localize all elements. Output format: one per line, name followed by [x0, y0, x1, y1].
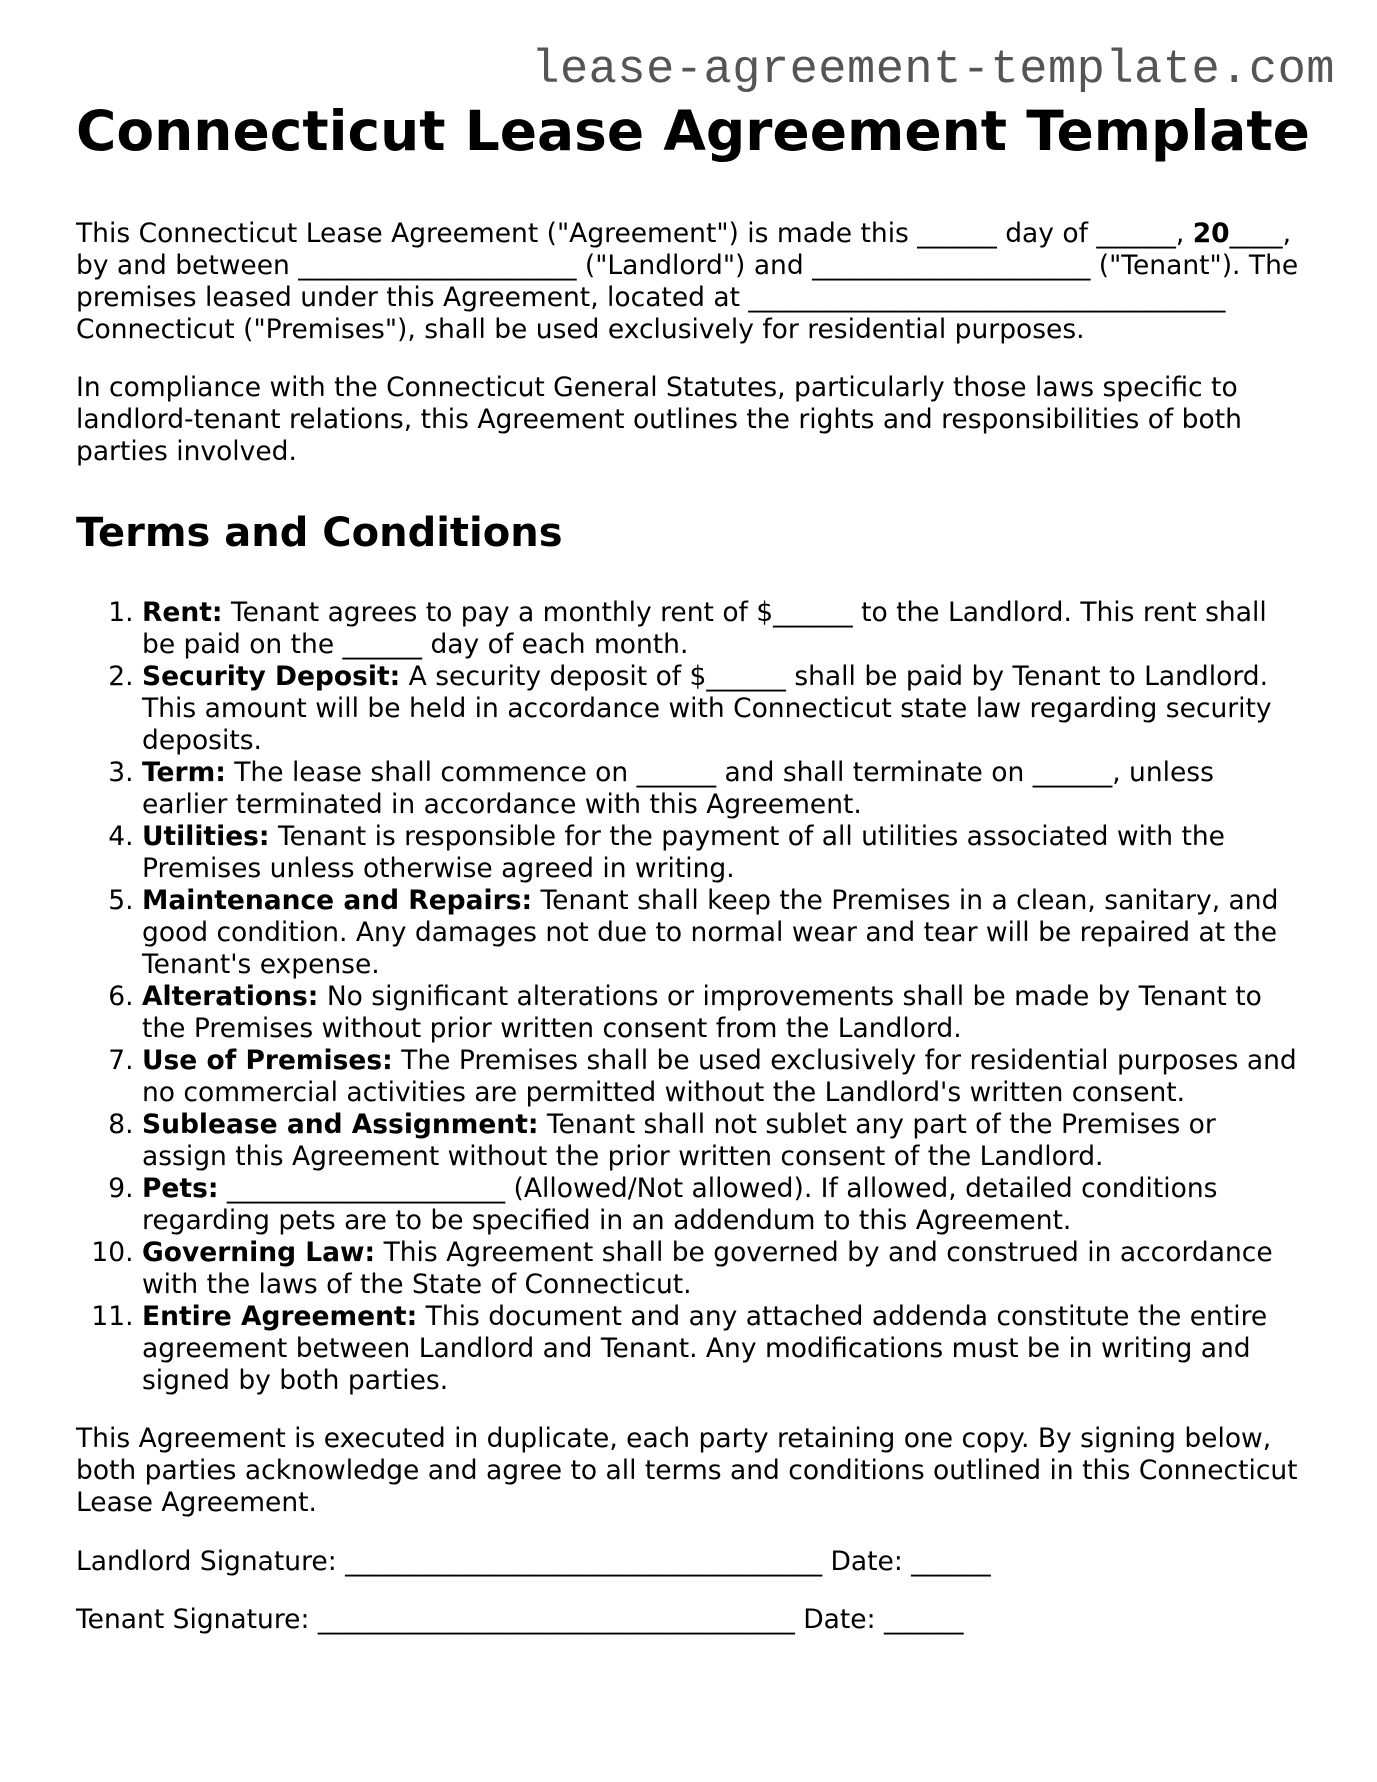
tenant-signature-line: Tenant Signature: ____________________________________ Date: ______: [76, 1604, 964, 1635]
term-label: Rent:: [142, 597, 223, 628]
landlord-signature-line: Landlord Signature: ____________________________________ Date: ______: [76, 1546, 991, 1577]
compliance-paragraph: In compliance with the Connecticut General Statutes, particularly those laws specific to landlord-tenant relations, this Agreement outlines the rights and responsibilities of both parties involved.: [76, 372, 1242, 467]
term-text: Tenant shall not sublet any part of the Premises or assign this Agreement without the prior written consent of the Landlord.: [142, 1109, 1216, 1172]
term-item-security-deposit: [142, 661, 1306, 757]
term-text: Tenant shall keep the Premises in a clean, sanitary, and good condition. Any damages not due to normal wear and tear will be repaired at the Tenant's expense.: [142, 885, 1279, 980]
term-item-governing-law: [142, 1237, 1306, 1301]
term-text: This document and any attached addenda constitute the entire agreement between Landlord and Tenant. Any modifications must be in writing and signed by both parties.: [142, 1301, 1268, 1396]
term-text: This Agreement shall be governed by and construed in accordance with the laws of the State of Connecticut.: [142, 1237, 1273, 1300]
term-item-rent: [142, 597, 1306, 661]
term-item-entire-agreement: [142, 1301, 1306, 1397]
term-text: The lease shall commence on ______ and shall terminate on ______, unless earlier terminated in accordance with this Agreement.: [142, 757, 1214, 820]
intro-paragraph: [76, 218, 1306, 346]
closing-paragraph: This Agreement is executed in duplicate, each party retaining one copy. By signing below, both parties acknowledge and agree to all terms and conditions outlined in this Connecticut Lease Agreement.: [76, 1423, 1298, 1518]
term-item-alterations: [142, 981, 1306, 1045]
watermark: lease-agreement-template.com: [531, 44, 1335, 97]
term-label: Utilities:: [142, 821, 270, 852]
term-item-utilities: [142, 821, 1306, 885]
term-label: Entire Agreement:: [142, 1301, 418, 1332]
term-text: Tenant agrees to pay a monthly rent of $______ to the Landlord. This rent shall be paid on the ______ day of each month.: [142, 597, 1267, 660]
term-item-maintenance: [142, 885, 1306, 981]
term-label: Pets:: [142, 1173, 219, 1204]
term-label: Maintenance and Repairs:: [142, 885, 533, 916]
term-label: Sublease and Assignment:: [142, 1109, 539, 1140]
intro-suffix: ____, by and between _____________________ ("Landlord") and _____________________ ("Tenant"). The premises leased under this Agreement, located at ____________________________________ Connecticut ("Premises"), shall be used exclusively for residential purposes.: [76, 218, 1299, 345]
terms-heading: Terms and Conditions: [76, 510, 563, 556]
term-item-pets: [142, 1173, 1306, 1237]
term-item-term: [142, 757, 1306, 821]
term-text: No significant alterations or improvements shall be made by Tenant to the Premises without prior written consent from the Landlord.: [142, 981, 1262, 1044]
term-label: Governing Law:: [142, 1237, 376, 1268]
document-title: Connecticut Lease Agreement Template: [76, 99, 1310, 163]
term-label: Alterations:: [142, 981, 319, 1012]
term-text: A security deposit of $______ shall be paid by Tenant to Landlord. This amount will be held in accordance with Connecticut state law regarding security deposits.: [142, 661, 1272, 756]
term-label: Term:: [142, 757, 226, 788]
term-text: The Premises shall be used exclusively for residential purposes and no commercial activities are permitted without the Landlord's written consent.: [142, 1045, 1297, 1108]
term-label: Use of Premises:: [142, 1045, 393, 1076]
document-page: [76, 96, 1310, 1636]
term-item-use-of-premises: [142, 1045, 1306, 1109]
terms-list: [76, 597, 1306, 1397]
intro-year: 20: [1192, 218, 1230, 249]
term-label: Security Deposit:: [142, 661, 401, 692]
intro-prefix: This Connecticut Lease Agreement ("Agreement") is made this ______ day of ______,: [76, 218, 1193, 249]
term-item-sublease: [142, 1109, 1306, 1173]
term-text: _____________________ (Allowed/Not allowed). If allowed, detailed conditions regarding pets are to be specified in an addendum to this Agreement.: [142, 1173, 1218, 1236]
term-text: Tenant is responsible for the payment of all utilities associated with the Premises unless otherwise agreed in writing.: [142, 821, 1225, 884]
